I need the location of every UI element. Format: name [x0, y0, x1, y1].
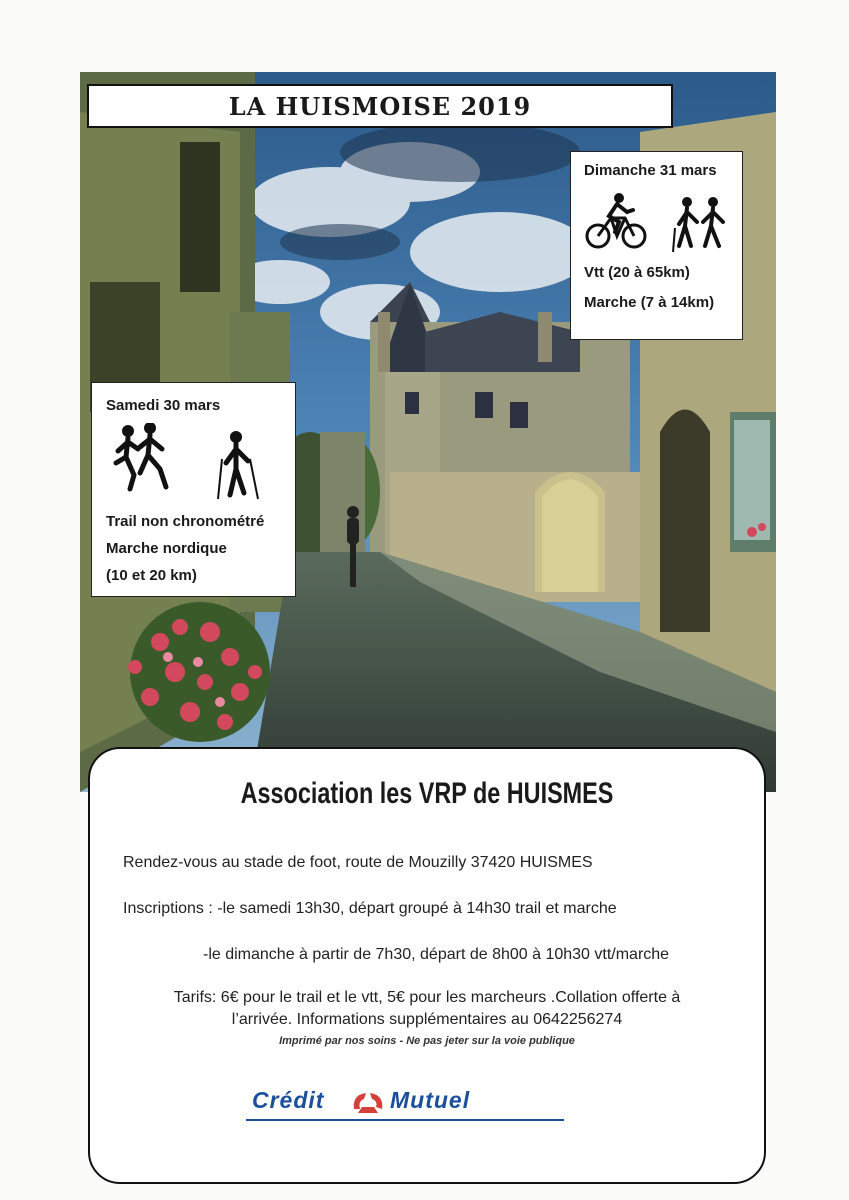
credit-mutuel-logo: [238, 1085, 558, 1121]
sunday-info-box: [570, 151, 743, 340]
saturday-date: Samedi 30 mars: [106, 397, 221, 414]
sunday-walk: Marche (7 à 14km): [584, 294, 715, 311]
inscriptions-saturday-text: Inscriptions : -le samedi 13h30, départ groupé à 14h30 trail et marche: [123, 900, 617, 917]
sunday-date: Dimanche 31 mars: [584, 162, 717, 179]
sponsor-underline: [246, 1119, 564, 1121]
saturday-trail: Trail non chronométré: [106, 513, 265, 530]
runners-icon: [110, 423, 176, 493]
sponsor-word-2: Mutuel: [390, 1087, 471, 1113]
hikers-icon: [671, 196, 731, 256]
mountain-bike-icon: [585, 192, 647, 250]
event-title-box: [87, 84, 673, 128]
saturday-nordic: Marche nordique: [106, 540, 227, 557]
association-title: Association les VRP de HUISMES: [240, 777, 614, 810]
printing-note: Imprimé par nos soins - Ne pas jeter sur la voie publique: [279, 1035, 575, 1047]
rendezvous-text: Rendez-vous au stade de foot, route de Mouzilly 37420 HUISMES: [123, 854, 593, 871]
inscriptions-sunday-text: -le dimanche à partir de 7h30, départ de 8h00 à 10h30 vtt/marche: [203, 946, 670, 963]
saturday-distance: (10 et 20 km): [106, 567, 197, 584]
association-info-box: [88, 747, 766, 1184]
sunday-vtt: Vtt (20 à 65km): [584, 264, 690, 281]
sponsor-emblem-icon: [348, 1089, 388, 1117]
tarifs-text-line1: Tarifs: 6€ pour le trail et le vtt, 5€ pour les marcheurs .Collation offerte à: [173, 989, 681, 1006]
nordic-walker-icon: [210, 429, 266, 501]
event-title: LA HUISMOISE 2019: [228, 91, 532, 121]
saturday-info-box: [91, 382, 296, 597]
sponsor-word-1: Crédit: [252, 1087, 325, 1113]
tarifs-text-line2: l’arrivée. Informations supplémentaires au 0642256274: [231, 1011, 623, 1028]
